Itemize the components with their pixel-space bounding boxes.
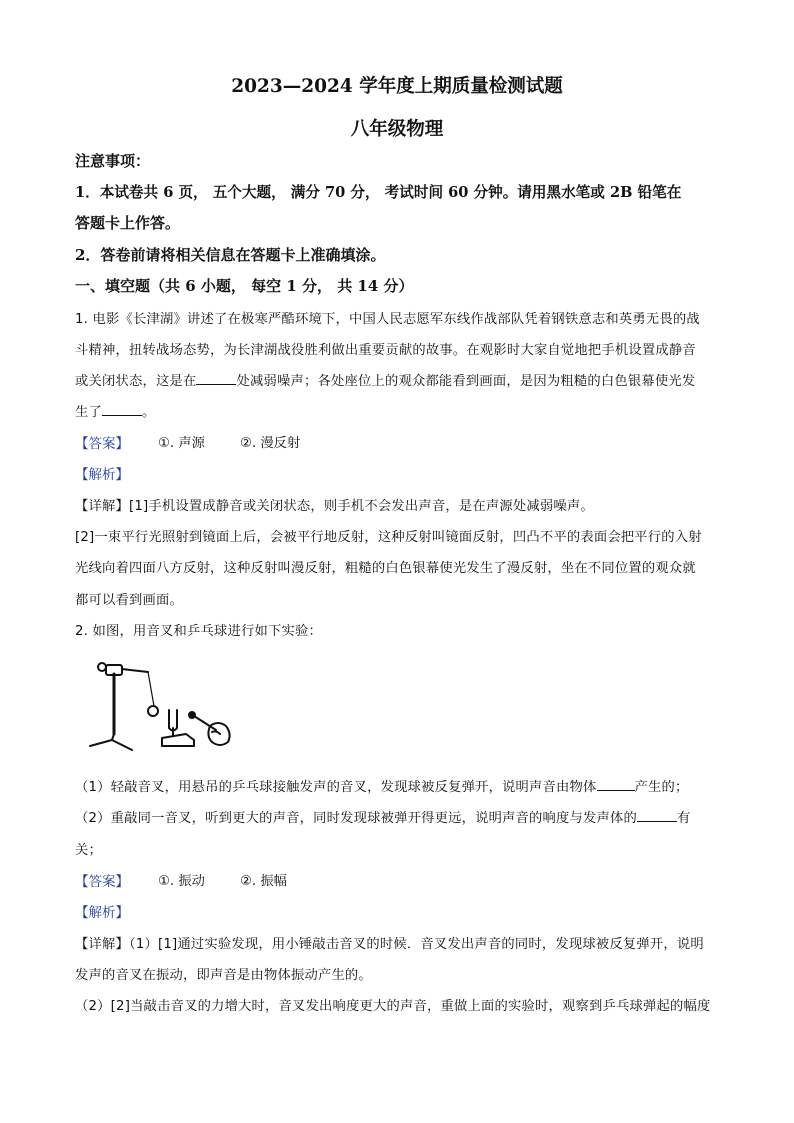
q1-text-after-blank-2: 。 xyxy=(142,405,156,420)
q2-part-1-text-before: （1）轻敲音叉，用悬吊的乒乓球接触发声的音叉，发现球被反复弹开，说明声音由物体 xyxy=(75,780,597,795)
q1-text-after-blank-1: 处减弱噪声；各处座位上的观众都能看到画面，是因为粗糙的白色银幕使光发 xyxy=(236,374,696,389)
q1-detail-2-line-1: [2]一束平行光照射到镜面上后，会被平行地反射，这种反射叫镜面反射，凹凸不平的表面会把平行的入射 xyxy=(75,530,702,545)
q1-blank-2[interactable] xyxy=(102,403,142,416)
document-subtitle: 八年级物理 xyxy=(350,119,444,140)
q2-answer-1: ①. 振动 xyxy=(158,874,205,889)
q2-blank-2[interactable] xyxy=(637,809,677,822)
tuning-fork-pingpong-figure xyxy=(86,654,234,758)
q2-part-1-text-after: 产生的； xyxy=(634,780,689,795)
q1-analysis-tag: 【解析】 xyxy=(75,467,129,483)
q2-answer-2: ②. 振幅 xyxy=(240,874,287,889)
q1-detail-2-line-3: 都可以看到画面。 xyxy=(75,593,183,608)
q2-detail-1-line-2: 发声的音叉在振动，即声音是由物体振动产生的。 xyxy=(75,968,372,983)
q2-part-2 xyxy=(75,807,691,826)
q2-part-2-line-2: 关； xyxy=(75,843,102,858)
q2-detail-1-line-1-text: （1）[1]通过实验发现，用小锤敲击音叉的时候．音叉发出声音的同时，发现球被反复弹开，说明 xyxy=(129,937,704,952)
q1-stem-line-3 xyxy=(75,370,695,389)
q1-stem-line-1: 1. 电影《长津湖》讲述了在极寒严酷环境下，中国人民志愿军东线作战部队凭着钢铁意志和英勇无畏的战 xyxy=(75,312,700,327)
q1-text-before-blank-2: 生了 xyxy=(75,405,102,420)
q2-blank-1[interactable] xyxy=(597,778,635,791)
notes-heading: 注意事项： xyxy=(75,152,151,170)
q1-detail-tag: 【详解】 xyxy=(75,499,129,514)
q2-detail-2-line-1: （2）[2]当敲击音叉的力增大时，音叉发出响度更大的声音，重做上面的实验时，观察到乒乓球弹起的幅度 xyxy=(75,999,711,1014)
q1-detail-1-text: [1]手机设置成静音或关闭状态，则手机不会发出声音，是在声源处减弱噪声。 xyxy=(129,499,594,514)
q2-analysis-tag: 【解析】 xyxy=(75,905,129,921)
q2-detail-1-line-1 xyxy=(75,933,704,952)
q1-answer-1: ①. 声源 xyxy=(158,436,205,451)
q2-answer-tag: 【答案】 xyxy=(75,874,129,890)
q1-detail-2-line-2: 光线向着四面八方反射，这种反射叫漫反射，粗糙的白色银幕使光发生了漫反射，坐在不同位置的观众就 xyxy=(75,561,696,576)
q2-stem: 2. 如图，用音叉和乒乓球进行如下实验： xyxy=(75,624,322,639)
q1-stem-line-4 xyxy=(75,401,156,420)
notes-item-1-line-2: 答题卡上作答。 xyxy=(75,214,181,232)
notes-item-2: 2．答卷前请将相关信息在答题卡上准确填涂。 xyxy=(75,246,386,264)
q1-answer-2: ②. 漫反射 xyxy=(240,436,301,451)
section-1-heading: 一、填空题（共 6 小题， 每空 1 分， 共 14 分） xyxy=(75,277,414,295)
q1-blank-1[interactable] xyxy=(196,372,236,385)
q2-part-2-text-before: （2）重敲同一音叉，听到更大的声音，同时发现球被弹开得更远，说明声音的响度与发声体的 xyxy=(75,811,638,826)
q1-answer-tag: 【答案】 xyxy=(75,436,129,452)
q2-part-2-text-after: 有 xyxy=(677,811,691,826)
q1-stem-line-2: 斗精神，扭转战场态势，为长津湖战役胜利做出重要贡献的故事。在观影时大家自觉地把手机设置成静音 xyxy=(75,343,696,358)
q2-detail-tag: 【详解】 xyxy=(75,937,129,952)
q1-text-before-blank-1: 或关闭状态，这是在 xyxy=(75,374,197,389)
q2-part-1 xyxy=(75,776,689,795)
notes-item-1-line-1: 1．本试卷共 6 页， 五个大题， 满分 70 分， 考试时间 60 分钟。请用黑水笔或 2B 铅笔在 xyxy=(75,184,682,201)
q1-detail-1 xyxy=(75,495,594,514)
document-title: 2023—2024 学年度上期质量检测试题 xyxy=(231,76,563,97)
